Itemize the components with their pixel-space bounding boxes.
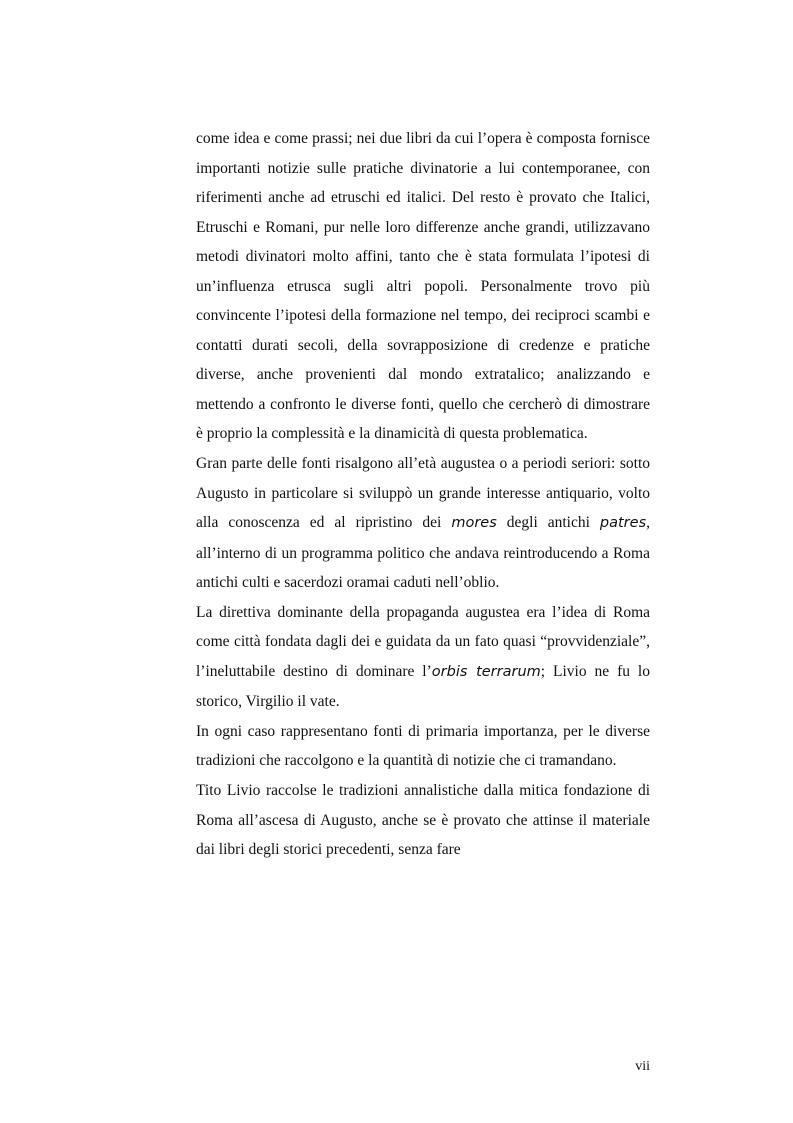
paragraph-2-italic-patres: patres bbox=[599, 515, 647, 532]
paragraph-5-text: Tito Livio raccolse le tradizioni annalistiche dalla mitica fondazione di Roma all’ascesa di Augusto, anche se è provato che attinse il materiale dai libri degli storici precedenti, senza fare bbox=[196, 782, 650, 859]
paragraph-3-text-a: La direttiva dominante della propaganda augustea era l’idea di Roma come città fondata dagli dei e guidata da un fato quasi “provvidenziale”, l’ineluttabile destino di dominare l’ bbox=[196, 603, 650, 680]
paragraph-3-italic-orbis-terrarum: orbis terrarum bbox=[431, 663, 541, 680]
paragraph-3 bbox=[196, 598, 650, 717]
paragraph-2-italic-mores: mores bbox=[451, 515, 497, 532]
page-number: vii bbox=[635, 1059, 650, 1074]
paragraph-4-text: In ogni caso rappresentano fonti di primaria importanza, per le diverse tradizioni che raccolgono e la quantità di notizie che ci tramandano. bbox=[196, 722, 650, 770]
paragraph-4 bbox=[196, 717, 650, 776]
paragraph-5 bbox=[196, 776, 650, 865]
paragraph-2 bbox=[196, 449, 650, 598]
paragraph-2-text-b: degli antichi bbox=[496, 514, 600, 532]
paragraph-1 bbox=[196, 124, 650, 449]
paragraph-2-text-c: , all’interno di un programma politico che andava reintroducendo a Roma antichi culti e sacerdozi oramai caduti nell’oblio. bbox=[196, 514, 650, 592]
body-text bbox=[196, 124, 650, 865]
paragraph-3-text-b: ; Livio ne fu lo storico, Virgilio il vate. bbox=[196, 662, 650, 711]
paragraph-1-text: come idea e come prassi; nei due libri da cui l’opera è composta fornisce importanti notizie sulle pratiche divinatorie a lui contemporanee, con riferimenti anche ad etruschi ed italici. Del resto è provato che Italici, Etruschi e Romani, pur nelle loro differenze anche grandi, utilizzavano metodi divinatori molto affini, tanto che è stata formulata l’ipotesi di un’influenza etrusca sugli altri popoli. Personalmente trovo più convincente l’ipotesi della formazione nel tempo, dei reciproci scambi e contatti durati secoli, della sovrapposizione di credenze e pratiche diverse, anche provenienti dal mondo extratalico; analizzando e mettendo a confronto le diverse fonti, quello che cercherò di dimostrare è proprio la complessità e la dinamicità di questa problematica. bbox=[196, 130, 650, 443]
paragraph-2-text-a: Gran parte delle fonti risalgono all’età augustea o a periodi seriori: sotto Augusto in particolare si sviluppò un grande interesse antiquario, volto alla conoscenza ed al ripristino dei bbox=[196, 455, 650, 532]
